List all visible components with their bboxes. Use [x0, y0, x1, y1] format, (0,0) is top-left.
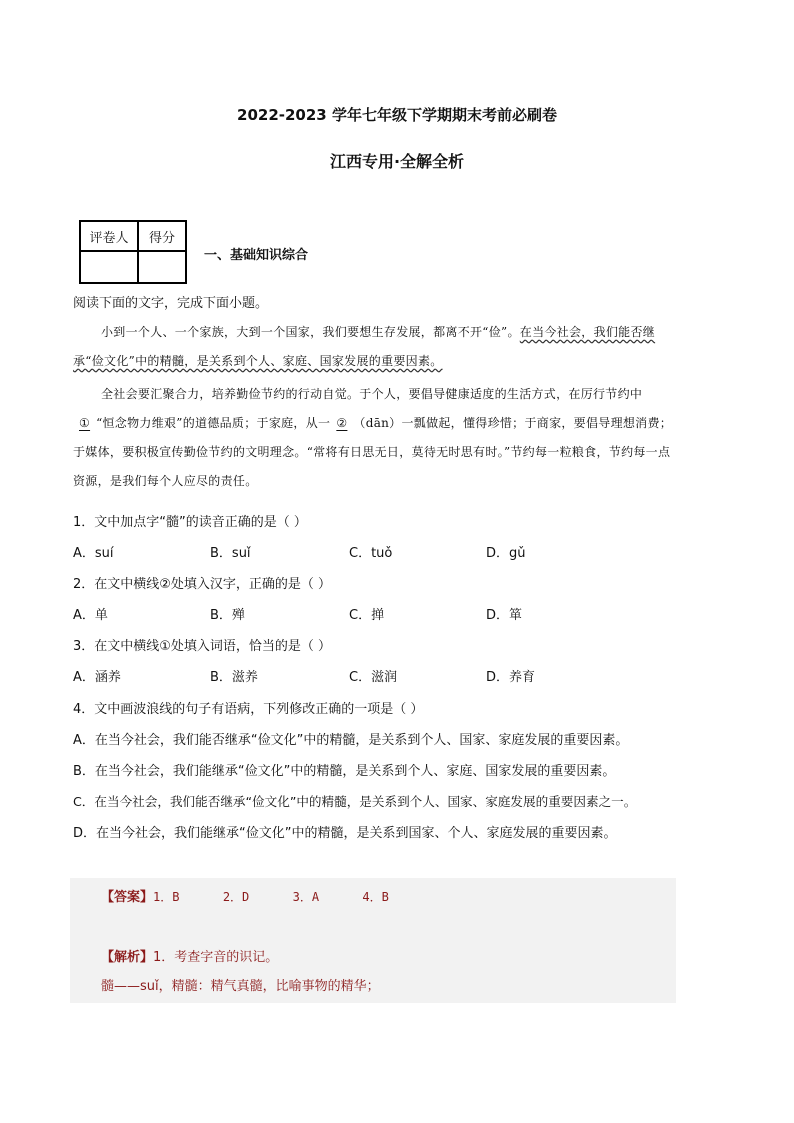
grader-header: 评卷人: [80, 221, 138, 251]
blank-1: ①: [79, 416, 91, 430]
score-table: [79, 220, 187, 284]
score-header: 得分: [138, 221, 186, 251]
option-d: D．箪: [486, 608, 523, 623]
option-b: B．滋养: [210, 670, 258, 685]
passage-paragraph-1: [73, 318, 677, 376]
option-b: B．suǐ: [210, 546, 251, 561]
option-c: C．在当今社会，我们能否继承“俭文化”中的精髓，是关系到个人、国家、家庭发展的重要因素之一。: [73, 794, 637, 809]
analysis-detail: 髓——suǐ，精髓：精气真髓，比喻事物的精华；: [101, 979, 380, 994]
analysis-text: 1．考查字音的识记。: [153, 950, 279, 965]
option-a: A．在当今社会，我们能否继承“俭文化”中的精髓，是关系到个人、国家、家庭发展的重要因素。: [73, 733, 629, 748]
question-2: 2．在文中横线②处填入汉字，正确的是（ ）: [73, 577, 332, 592]
option-d: D．在当今社会，我们能继承“俭文化”中的精髓，是关系到国家、个人、家庭发展的重要因素。: [73, 826, 617, 841]
passage-text: （dān）一瓢做起，懂得珍惜；于商家，要倡导理想消费；于媒体，要积极宣传勤俭节约的文明理念。“常将有日思无日，莫待无时思有时。”节约每一粒粮食，节约每一点资源，是我们每个人应尽的责任。: [73, 416, 673, 488]
option-a: A．suí: [73, 546, 114, 561]
question-3: 3．在文中横线①处填入词语，恰当的是（ ）: [73, 639, 332, 654]
document-title: 2022-2023 学年七年级下学期期末考前必刷卷: [237, 106, 557, 124]
answer-text: 1．B 2．D 3．A 4．B: [153, 890, 389, 904]
passage-text: “恒念物力维艰”的道德品质；于家庭，从一: [96, 416, 331, 430]
option-d: D．养育: [486, 670, 536, 685]
option-b: B．殚: [210, 608, 245, 623]
question-4: 4．文中画波浪线的句子有语病，下列修改正确的一项是（ ）: [73, 702, 424, 717]
option-a: A．单: [73, 608, 108, 623]
option-c: C．tuǒ: [349, 546, 393, 561]
wavy-underlined-sentence: 在当今社会，我们能否继承“俭文化”中的精髓，是关系到个人、家庭、国家发展的重要因素。: [73, 325, 656, 368]
passage-paragraph-2: [73, 380, 677, 496]
reading-instruction: 阅读下面的文字，完成下面小题。: [73, 296, 269, 311]
option-d: D．gǔ: [486, 546, 526, 561]
answer-label: 【答案】: [101, 890, 154, 905]
option-c: C．滋润: [349, 670, 398, 685]
passage-text: 小到一个人、一个家族，大到一个国家，我们要想生存发展，都离不开“俭”。: [101, 325, 520, 339]
option-a: A．涵养: [73, 670, 121, 685]
grader-cell: [80, 251, 138, 283]
answer-line: [101, 886, 389, 905]
question-1: 1．文中加点字“髓”的读音正确的是（ ）: [73, 515, 307, 530]
passage-text: 全社会要汇聚合力，培养勤俭节约的行动自觉。于个人，要倡导健康适度的生活方式，在厉行节约中: [101, 387, 643, 401]
option-c: C．掸: [349, 608, 385, 623]
document-subtitle: 江西专用·全解全析: [329, 152, 465, 171]
option-b: B．在当今社会，我们能继承“俭文化”中的精髓，是关系到个人、家庭、国家发展的重要因素。: [73, 764, 616, 779]
section-title: 一、基础知识综合: [204, 248, 309, 263]
analysis-line: [101, 946, 278, 965]
analysis-label: 【解析】: [101, 950, 154, 965]
score-cell: [138, 251, 186, 283]
blank-2: ②: [336, 416, 348, 430]
